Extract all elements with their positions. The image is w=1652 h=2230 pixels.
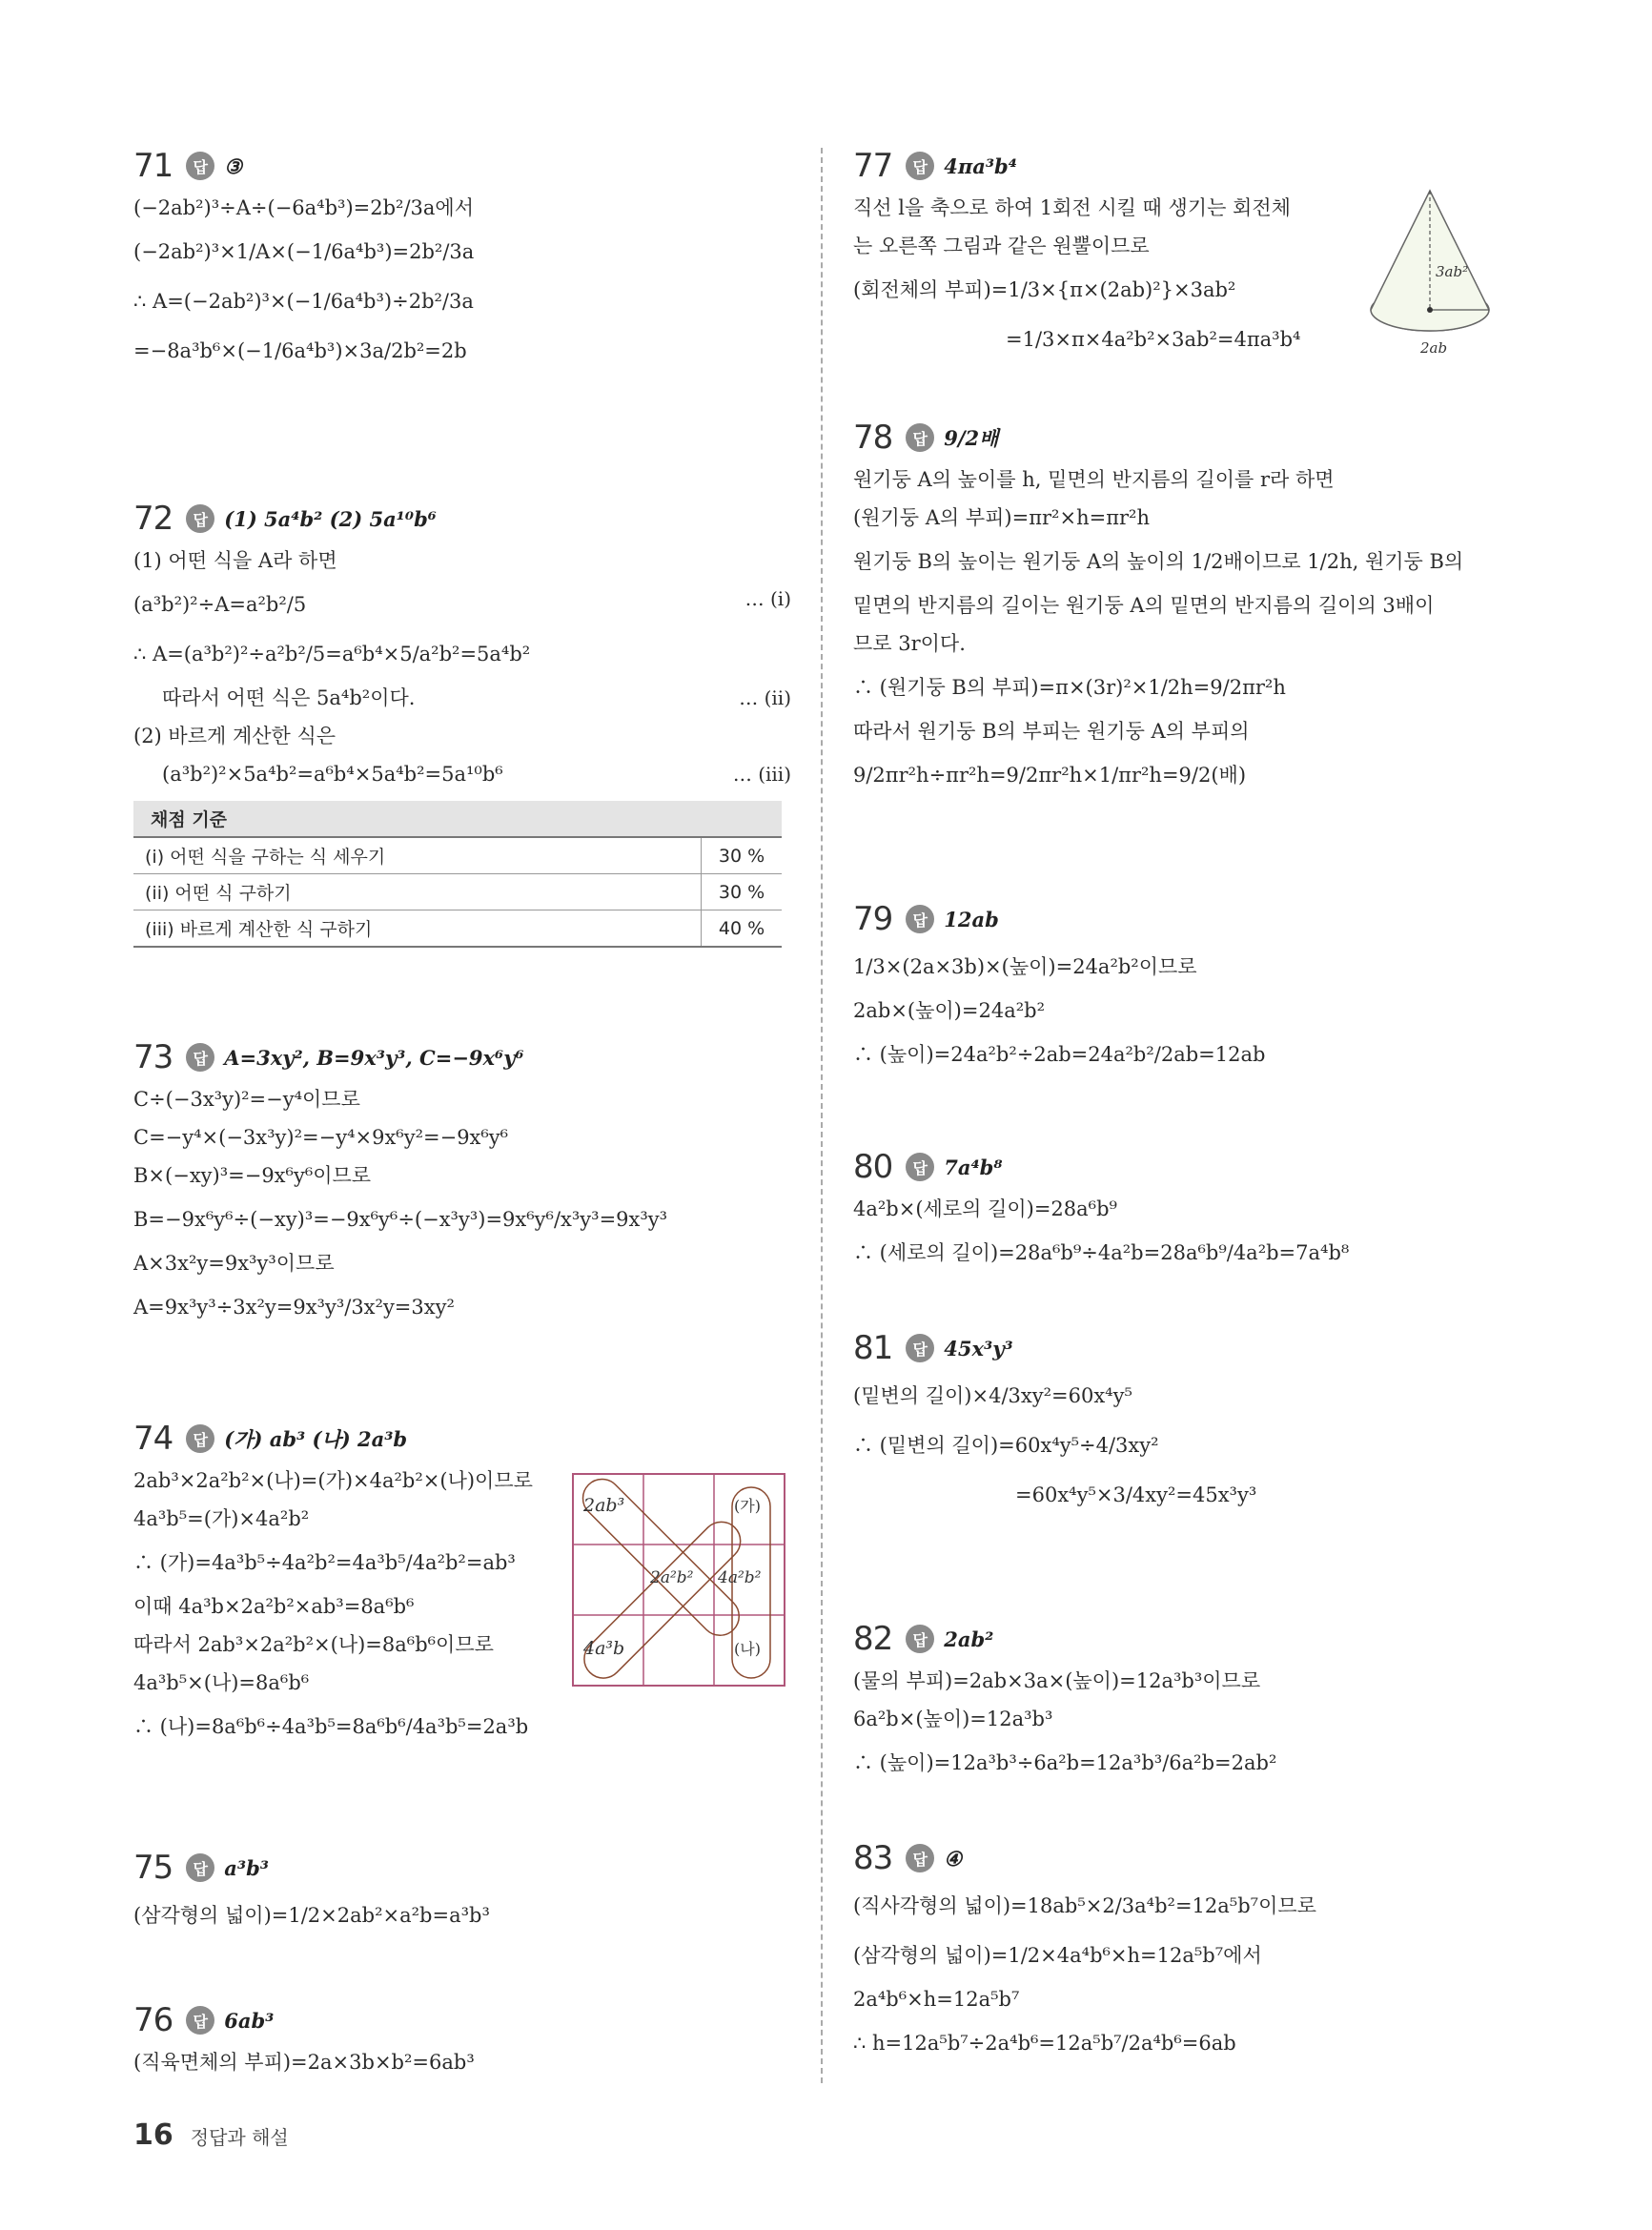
solution-line: (원기둥 A의 부피)=πr²×h=πr²h: [853, 506, 1150, 529]
solution-line: (a³b²)²×5a⁴b²=a⁶b⁴×5a⁴b²=5a¹⁰b⁶ … (iii): [162, 763, 791, 786]
problem-82: [853, 1616, 1520, 1788]
solution-line: 2ab³×2a²b²×(나)=(가)×4a²b²×(나)이므로: [133, 1469, 533, 1492]
solution-line: 는 오른쪽 그림과 같은 원뿔이므로: [853, 235, 1150, 257]
solution-line: ∴ (가)=4a³b⁵÷4a²b²=4a³b⁵/4a²b²=ab³: [133, 1551, 516, 1574]
answer: (1) 5a⁴b² (2) 5a¹⁰b⁶: [224, 506, 437, 531]
answer: 6ab³: [224, 2008, 275, 2033]
answer-badge: 답: [186, 1853, 214, 1882]
solution-line: 4a³b⁵=(가)×4a²b²: [133, 1507, 310, 1530]
answer-badge: 답: [186, 1043, 214, 1072]
problem-71: [133, 143, 791, 376]
solution-line: 6a²b×(높이)=12a³b³: [853, 1708, 1053, 1730]
solution-line: C÷(−3x³y)²=−y⁴이므로: [133, 1088, 360, 1111]
solution-line: 원기둥 A의 높이를 h, 밑면의 반지름의 길이를 r라 하면: [853, 468, 1335, 491]
problem-number: 79: [853, 900, 893, 938]
problem-number: 82: [853, 1620, 893, 1658]
problem-number: 74: [133, 1420, 173, 1458]
solution-line: (직육면체의 부피)=2a×3b×b²=6ab³: [133, 2051, 475, 2074]
answer: A=3xy², B=9x³y³, C=−9x⁶y⁶: [224, 1045, 524, 1070]
radius-label: 2ab: [1420, 339, 1448, 357]
answer: 7a⁴b⁸: [944, 1155, 1003, 1179]
solution-line: B×(−xy)³=−9x⁶y⁶이므로: [133, 1164, 372, 1187]
solution-line: ∴ (원기둥 B의 부피)=π×(3r)²×1/2h=9/2πr²h: [853, 676, 1286, 699]
solution-line: (회전체의 부피)=1/3×{π×(2ab)²}×3ab²: [853, 278, 1236, 301]
answer: (가) ab³ (나) 2a³b: [224, 1427, 408, 1451]
cell-4a3b: 4a³b: [583, 1638, 625, 1659]
solution-line: 2ab×(높이)=24a²b²: [853, 999, 1045, 1022]
problem-80: [853, 1144, 1520, 1278]
cell-4a2b2: 4a²b²: [718, 1568, 762, 1587]
solution-line: (삼각형의 넓이)=1/2×2ab²×a²b=a³b³: [133, 1904, 490, 1927]
answer-badge: 답: [906, 1844, 934, 1872]
answer: 9/2배: [944, 426, 999, 450]
column-divider: [821, 148, 823, 2083]
solution-line: 4a²b×(세로의 길이)=28a⁶b⁹: [853, 1197, 1117, 1220]
answer-badge: 답: [186, 152, 214, 180]
solution-line: ∴ A=(−2ab²)³×(−1/6a⁴b³)÷2b²/3a: [133, 290, 474, 313]
answer-badge: 답: [906, 1334, 934, 1362]
grading-pct: 30 %: [702, 837, 783, 874]
solution-line: =−8a³b⁶×(−1/6a⁴b³)×3a/2b²=2b: [133, 339, 467, 362]
solution-line: =60x⁴y⁵×3/4xy²=45x³y³: [1015, 1483, 1257, 1506]
page-title: 정답과 해설: [190, 2126, 289, 2149]
solution-line: 4a³b⁵×(나)=8a⁶b⁶: [133, 1671, 310, 1694]
solution-line: 9/2πr²h÷πr²h=9/2πr²h×1/πr²h=9/2(배): [853, 764, 1247, 787]
problem-number: 75: [133, 1849, 173, 1887]
solution-line: (−2ab²)³×1/A×(−1/6a⁴b³)=2b²/3a: [133, 240, 475, 263]
cell-2a2b2: 2a²b²: [650, 1568, 694, 1587]
solution-line: 므로 3r이다.: [853, 632, 966, 655]
problem-78: [853, 415, 1520, 800]
grading-pct: 40 %: [702, 910, 783, 948]
page-footer: [133, 2118, 289, 2152]
solution-line: (1) 어떤 식을 A라 하면: [133, 549, 337, 572]
solution-line: 이때 4a³b×2a²b²×ab³=8a⁶b⁶: [133, 1595, 415, 1618]
answer: ④: [944, 1846, 963, 1871]
step-marker: … (ii): [739, 686, 791, 709]
solution-line: (삼각형의 넓이)=1/2×4a⁴b⁶×h=12a⁵b⁷에서: [853, 1944, 1262, 1967]
answer: 45x³y³: [944, 1336, 1013, 1361]
solution-line: ∴ (높이)=24a²b²÷2ab=24a²b²/2ab=12ab: [853, 1043, 1266, 1066]
solution-line: B=−9x⁶y⁶÷(−xy)³=−9x⁶y⁶÷(−x³y³)=9x⁶y⁶/x³y³=9x³y³: [133, 1208, 668, 1231]
problem-83: [853, 1835, 1520, 2068]
cell-2ab3: 2ab³: [583, 1495, 625, 1516]
answer: 4πa³b⁴: [944, 153, 1017, 178]
solution-line: 따라서 원기둥 B의 부피는 원기둥 A의 부피의: [853, 720, 1250, 743]
problem-75: [133, 1845, 791, 1940]
solution-line: 따라서 2ab³×2a²b²×(나)=8a⁶b⁶이므로: [133, 1633, 494, 1656]
cone-figure: [1363, 181, 1506, 362]
diagonal-loop: [577, 1514, 748, 1686]
cell-na: (나): [734, 1640, 761, 1658]
cell-ga: (가): [734, 1497, 761, 1515]
solution-line: (직사각형의 넓이)=18ab⁵×2/3a⁴b²=12a⁵b⁷이므로: [853, 1894, 1316, 1917]
grading-item: (iii) 바르게 계산한 식 구하기: [133, 910, 702, 948]
solution-line: (a³b²)²÷A=a²b²/5 … (i): [133, 587, 791, 616]
problem-72: [133, 496, 791, 948]
solution-line: (물의 부피)=2ab×3a×(높이)=12a³b³이므로: [853, 1669, 1261, 1692]
answer-badge: 답: [186, 2006, 214, 2035]
solution-line: ∴ (나)=8a⁶b⁶÷4a³b⁵=8a⁶b⁶/4a³b⁵=2a³b: [133, 1715, 529, 1738]
solution-line: 밑면의 반지름의 길이는 원기둥 A의 밑면의 반지름의 길이의 3배이: [853, 594, 1435, 617]
answer: ③: [224, 153, 243, 178]
problem-number: 83: [853, 1839, 893, 1877]
height-label: 3ab²: [1436, 263, 1469, 280]
solution-line: (밑변의 길이)×4/3xy²=60x⁴y⁵: [853, 1384, 1132, 1407]
answer-badge: 답: [186, 504, 214, 533]
problem-number: 71: [133, 147, 173, 185]
answer-badge: 답: [906, 1625, 934, 1653]
grading-item: (i) 어떤 식을 구하는 식 세우기: [133, 837, 702, 874]
problem-number: 72: [133, 500, 173, 538]
solution-line: (−2ab²)³÷A÷(−6a⁴b³)=2b²/3a에서: [133, 196, 474, 219]
problem-number: 73: [133, 1038, 173, 1076]
solution-line: 2a⁴b⁶×h=12a⁵b⁷: [853, 1988, 1020, 2011]
grading-item: (ii) 어떤 식 구하기: [133, 874, 702, 910]
problem-79: [853, 896, 1520, 1079]
cone-center-dot: [1427, 307, 1433, 313]
answer: 12ab: [944, 907, 999, 931]
answer: 2ab²: [944, 1626, 994, 1651]
solution-line: ∴ h=12a⁵b⁷÷2a⁴b⁶=12a⁵b⁷/2a⁴b⁶=6ab: [853, 2032, 1236, 2055]
solution-line: ∴ A=(a³b²)²÷a²b²/5=a⁶b⁴×5/a²b²=5a⁴b²: [133, 643, 531, 665]
grading-table: [133, 801, 782, 948]
solution-line: =1/3×π×4a²b²×3ab²=4πa³b⁴: [1006, 328, 1301, 351]
problem-76: [133, 1997, 791, 2081]
problem-81: [853, 1325, 1520, 1520]
answer-badge: 답: [906, 423, 934, 452]
answer: a³b³: [224, 1855, 269, 1880]
grading-pct: 30 %: [702, 874, 783, 910]
solution-line: C=−y⁴×(−3x³y)²=−y⁴×9x⁶y²=−9x⁶y⁶: [133, 1126, 509, 1149]
problem-number: 76: [133, 2001, 173, 2039]
answer-badge: 답: [906, 905, 934, 933]
solution-line: A=9x³y³÷3x²y=9x³y³/3x²y=3xy²: [133, 1296, 455, 1319]
solution-line: 1/3×(2a×3b)×(높이)=24a²b²이므로: [853, 955, 1197, 978]
problem-number: 78: [853, 419, 893, 457]
answer-badge: 답: [186, 1424, 214, 1453]
solution-line: ∴ (세로의 길이)=28a⁶b⁹÷4a²b=28a⁶b⁹/4a²b=7a⁴b⁸: [853, 1241, 1350, 1264]
solution-line: A×3x²y=9x³y³이므로: [133, 1252, 335, 1275]
problem-number: 81: [853, 1329, 893, 1367]
solution-line: (2) 바르게 계산한 식은: [133, 725, 337, 747]
answer-badge: 답: [906, 152, 934, 180]
solution-line: 직선 l을 축으로 하여 1회전 시킬 때 생기는 회전체: [853, 196, 1291, 219]
solution-line: ∴ (밑변의 길이)=60x⁴y⁵÷4/3xy²: [853, 1434, 1159, 1457]
solution-line: ∴ (높이)=12a³b³÷6a²b=12a³b³/6a²b=2ab²: [853, 1751, 1277, 1774]
grading-title: 채점 기준: [133, 801, 782, 837]
problem-73: [133, 1034, 791, 1332]
problem-number: 80: [853, 1148, 893, 1186]
step-marker: … (iii): [732, 763, 791, 786]
magic-square-figure: [572, 1473, 786, 1688]
step-marker: … (i): [744, 587, 791, 610]
solution-line: 따라서 어떤 식은 5a⁴b²이다. … (ii): [162, 686, 791, 709]
page-number: 16: [133, 2118, 173, 2152]
problem-number: 77: [853, 147, 893, 185]
solution-line: 원기둥 B의 높이는 원기둥 A의 높이의 1/2배이므로 1/2h, 원기둥 B의: [853, 550, 1464, 573]
answer-badge: 답: [906, 1153, 934, 1181]
